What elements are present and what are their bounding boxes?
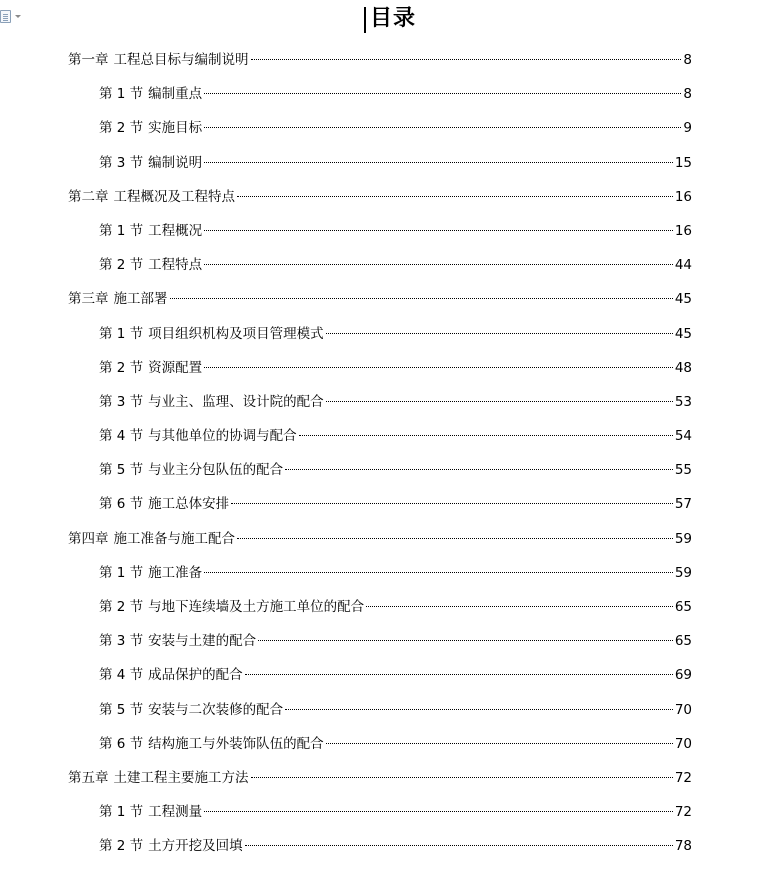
toc-dot-leader — [204, 572, 673, 573]
toc-entry-title: 成品保护的配合 — [148, 667, 243, 684]
toc-dot-leader — [237, 196, 673, 197]
toc-dot-leader — [326, 333, 673, 334]
toc-page-number: 45 — [674, 325, 692, 342]
toc-dot-leader — [204, 162, 673, 163]
toc-entry-title: 土方开挖及回填 — [148, 838, 243, 855]
toc-entry-number: 第 2 节 — [99, 257, 144, 274]
toc-page-number: 48 — [674, 359, 692, 376]
toc-entry-label — [99, 801, 202, 823]
toc-entry-number: 第 5 节 — [99, 701, 144, 718]
toc-section-entry[interactable] — [68, 425, 692, 459]
toc-entry-label — [99, 493, 229, 515]
toc-section-entry[interactable] — [68, 733, 692, 767]
toc-entry-title: 项目组织机构及项目管理模式 — [148, 325, 324, 342]
toc-page-number: 16 — [674, 188, 692, 205]
toc-page-number: 70 — [674, 735, 692, 752]
toc-entry-number: 第 1 节 — [99, 222, 144, 239]
toc-section-entry[interactable] — [68, 117, 692, 151]
toc-entry-number: 第 1 节 — [99, 564, 144, 581]
toc-entry-label — [99, 152, 202, 174]
toc-page-number: 53 — [674, 393, 692, 410]
toc-section-entry[interactable] — [68, 323, 692, 357]
toc-dot-leader — [285, 469, 673, 470]
toc-entry-number: 第 1 节 — [99, 804, 144, 821]
toc-entry-number: 第 6 节 — [99, 735, 144, 752]
toc-entry-label — [99, 220, 202, 242]
table-of-contents — [68, 49, 692, 870]
toc-entry-label — [99, 117, 202, 139]
toc-entry-title: 与业主分包队伍的配合 — [148, 462, 284, 479]
toc-entry-title: 安装与土建的配合 — [148, 633, 257, 650]
toc-entry-label — [99, 323, 324, 345]
toc-entry-label — [99, 357, 202, 379]
toc-entry-label — [99, 83, 202, 105]
toc-entry-number: 第 5 节 — [99, 462, 144, 479]
toc-dot-leader — [326, 743, 673, 744]
toc-section-entry[interactable] — [68, 493, 692, 527]
toc-page-number: 72 — [674, 804, 692, 821]
toc-entry-label — [99, 699, 283, 721]
toc-page-number: 65 — [674, 633, 692, 650]
toc-entry-title: 工程概况及工程特点 — [113, 188, 235, 205]
toc-entry-label — [68, 767, 249, 789]
toc-dot-leader — [285, 709, 673, 710]
toc-dot-leader — [237, 538, 673, 539]
toc-entry-number: 第 2 节 — [99, 838, 144, 855]
toc-section-entry[interactable] — [68, 83, 692, 117]
toc-entry-number: 第 2 节 — [99, 120, 144, 137]
toc-page-number: 45 — [674, 291, 692, 308]
toc-section-entry[interactable] — [68, 596, 692, 630]
toc-entry-label — [68, 186, 235, 208]
toc-dot-leader — [366, 606, 673, 607]
toc-entry-title: 编制重点 — [148, 86, 203, 103]
toc-entry-title: 与其他单位的协调与配合 — [148, 428, 297, 445]
toc-page-number: 8 — [683, 52, 692, 68]
toc-chapter-entry[interactable] — [68, 767, 692, 801]
toc-section-entry[interactable] — [68, 699, 692, 733]
toc-entry-number: 第三章 — [68, 291, 109, 308]
toc-entry-title: 工程概况 — [148, 222, 203, 239]
toc-entry-number: 第 4 节 — [99, 428, 144, 445]
toc-entry-number: 第一章 — [68, 52, 109, 68]
toc-entry-title: 编制说明 — [148, 154, 203, 171]
toc-dot-leader — [170, 298, 673, 299]
toc-dot-leader — [326, 401, 673, 402]
toc-section-entry[interactable] — [68, 254, 692, 288]
toc-section-entry[interactable] — [68, 220, 692, 254]
toc-entry-number: 第 3 节 — [99, 633, 144, 650]
toc-page-number: 15 — [674, 154, 692, 171]
toc-dot-leader — [204, 230, 673, 231]
toc-entry-label — [68, 49, 249, 71]
toc-entry-label — [99, 459, 283, 481]
toc-entry-label — [99, 596, 364, 618]
toc-dot-leader — [245, 845, 673, 846]
toc-dot-leader — [204, 264, 673, 265]
title-area — [0, 4, 780, 34]
toc-entry-title: 施工总体安排 — [148, 496, 230, 513]
text-cursor — [364, 7, 366, 33]
toc-entry-title: 与业主、监理、设计院的配合 — [148, 393, 324, 410]
toc-page-number: 44 — [674, 257, 692, 274]
toc-entry-label — [99, 664, 243, 686]
toc-page-number: 59 — [674, 564, 692, 581]
toc-entry-label — [99, 630, 256, 652]
toc-entry-title: 结构施工与外装饰队伍的配合 — [148, 735, 324, 752]
toc-chapter-entry[interactable] — [68, 49, 692, 83]
toc-entry-label — [99, 835, 243, 857]
toc-entry-title: 施工准备 — [148, 564, 203, 581]
toc-page-number: 78 — [674, 838, 692, 855]
toc-section-entry[interactable] — [68, 801, 692, 835]
toc-page-number: 72 — [674, 769, 692, 786]
toc-entry-number: 第 2 节 — [99, 359, 144, 376]
toc-entry-title: 安装与二次装修的配合 — [148, 701, 284, 718]
toc-dot-leader — [204, 367, 673, 368]
toc-dot-leader — [299, 435, 673, 436]
toc-chapter-entry[interactable] — [68, 528, 692, 562]
toc-entry-title: 资源配置 — [148, 359, 203, 376]
toc-page-number: 54 — [674, 428, 692, 445]
toc-dot-leader — [204, 127, 681, 128]
toc-section-entry[interactable] — [68, 152, 692, 186]
toc-entry-label — [99, 425, 297, 447]
toc-entry-title: 施工准备与施工配合 — [113, 530, 235, 547]
toc-entry-title: 施工部署 — [113, 291, 168, 308]
toc-entry-number: 第 6 节 — [99, 496, 144, 513]
toc-entry-number: 第四章 — [68, 530, 109, 547]
toc-section-entry[interactable] — [68, 630, 692, 664]
toc-entry-label — [68, 528, 235, 550]
toc-entry-label — [99, 254, 202, 276]
toc-entry-number: 第五章 — [68, 769, 109, 786]
toc-entry-title: 实施目标 — [148, 120, 203, 137]
toc-entry-number: 第 2 节 — [99, 599, 144, 615]
page-title-text: 目录 — [369, 6, 416, 31]
toc-section-entry[interactable] — [68, 664, 692, 698]
toc-page-number: 69 — [674, 667, 692, 684]
toc-dot-leader — [258, 640, 673, 641]
toc-page-number: 9 — [683, 120, 692, 137]
toc-entry-number: 第 4 节 — [99, 667, 144, 684]
toc-page-number: 59 — [674, 530, 692, 547]
toc-entry-title: 工程测量 — [148, 804, 203, 821]
toc-page-number: 70 — [674, 701, 692, 718]
page-title — [364, 4, 416, 34]
toc-entry-number: 第 1 节 — [99, 325, 144, 342]
toc-dot-leader — [204, 93, 681, 94]
toc-dot-leader — [231, 503, 673, 504]
toc-entry-label — [99, 562, 202, 584]
toc-entry-number: 第 1 节 — [99, 86, 144, 103]
toc-dot-leader — [251, 777, 673, 778]
toc-page-number: 55 — [674, 462, 692, 479]
toc-entry-label — [68, 288, 168, 310]
toc-section-entry[interactable] — [68, 391, 692, 425]
toc-entry-label — [99, 733, 324, 755]
toc-section-entry[interactable] — [68, 357, 692, 391]
toc-page-number: 57 — [674, 496, 692, 513]
toc-chapter-entry[interactable] — [68, 288, 692, 322]
toc-entry-label — [99, 391, 324, 413]
toc-chapter-entry[interactable] — [68, 186, 692, 220]
toc-section-entry[interactable] — [68, 459, 692, 493]
toc-dot-leader — [251, 59, 682, 60]
toc-section-entry[interactable] — [68, 562, 692, 596]
toc-entry-number: 第 3 节 — [99, 154, 144, 171]
toc-entry-title: 工程特点 — [148, 257, 203, 274]
toc-page-number: 8 — [683, 86, 692, 103]
toc-entry-title: 工程总目标与编制说明 — [113, 52, 249, 68]
toc-entry-title: 与地下连续墙及土方施工单位的配合 — [148, 599, 365, 615]
toc-page-number: 65 — [674, 599, 692, 615]
toc-dot-leader — [204, 811, 673, 812]
toc-dot-leader — [245, 674, 673, 675]
toc-entry-title: 土建工程主要施工方法 — [113, 769, 249, 786]
toc-section-entry[interactable] — [68, 835, 692, 869]
toc-entry-number: 第二章 — [68, 188, 109, 205]
toc-page-number: 16 — [674, 222, 692, 239]
toc-entry-number: 第 3 节 — [99, 393, 144, 410]
